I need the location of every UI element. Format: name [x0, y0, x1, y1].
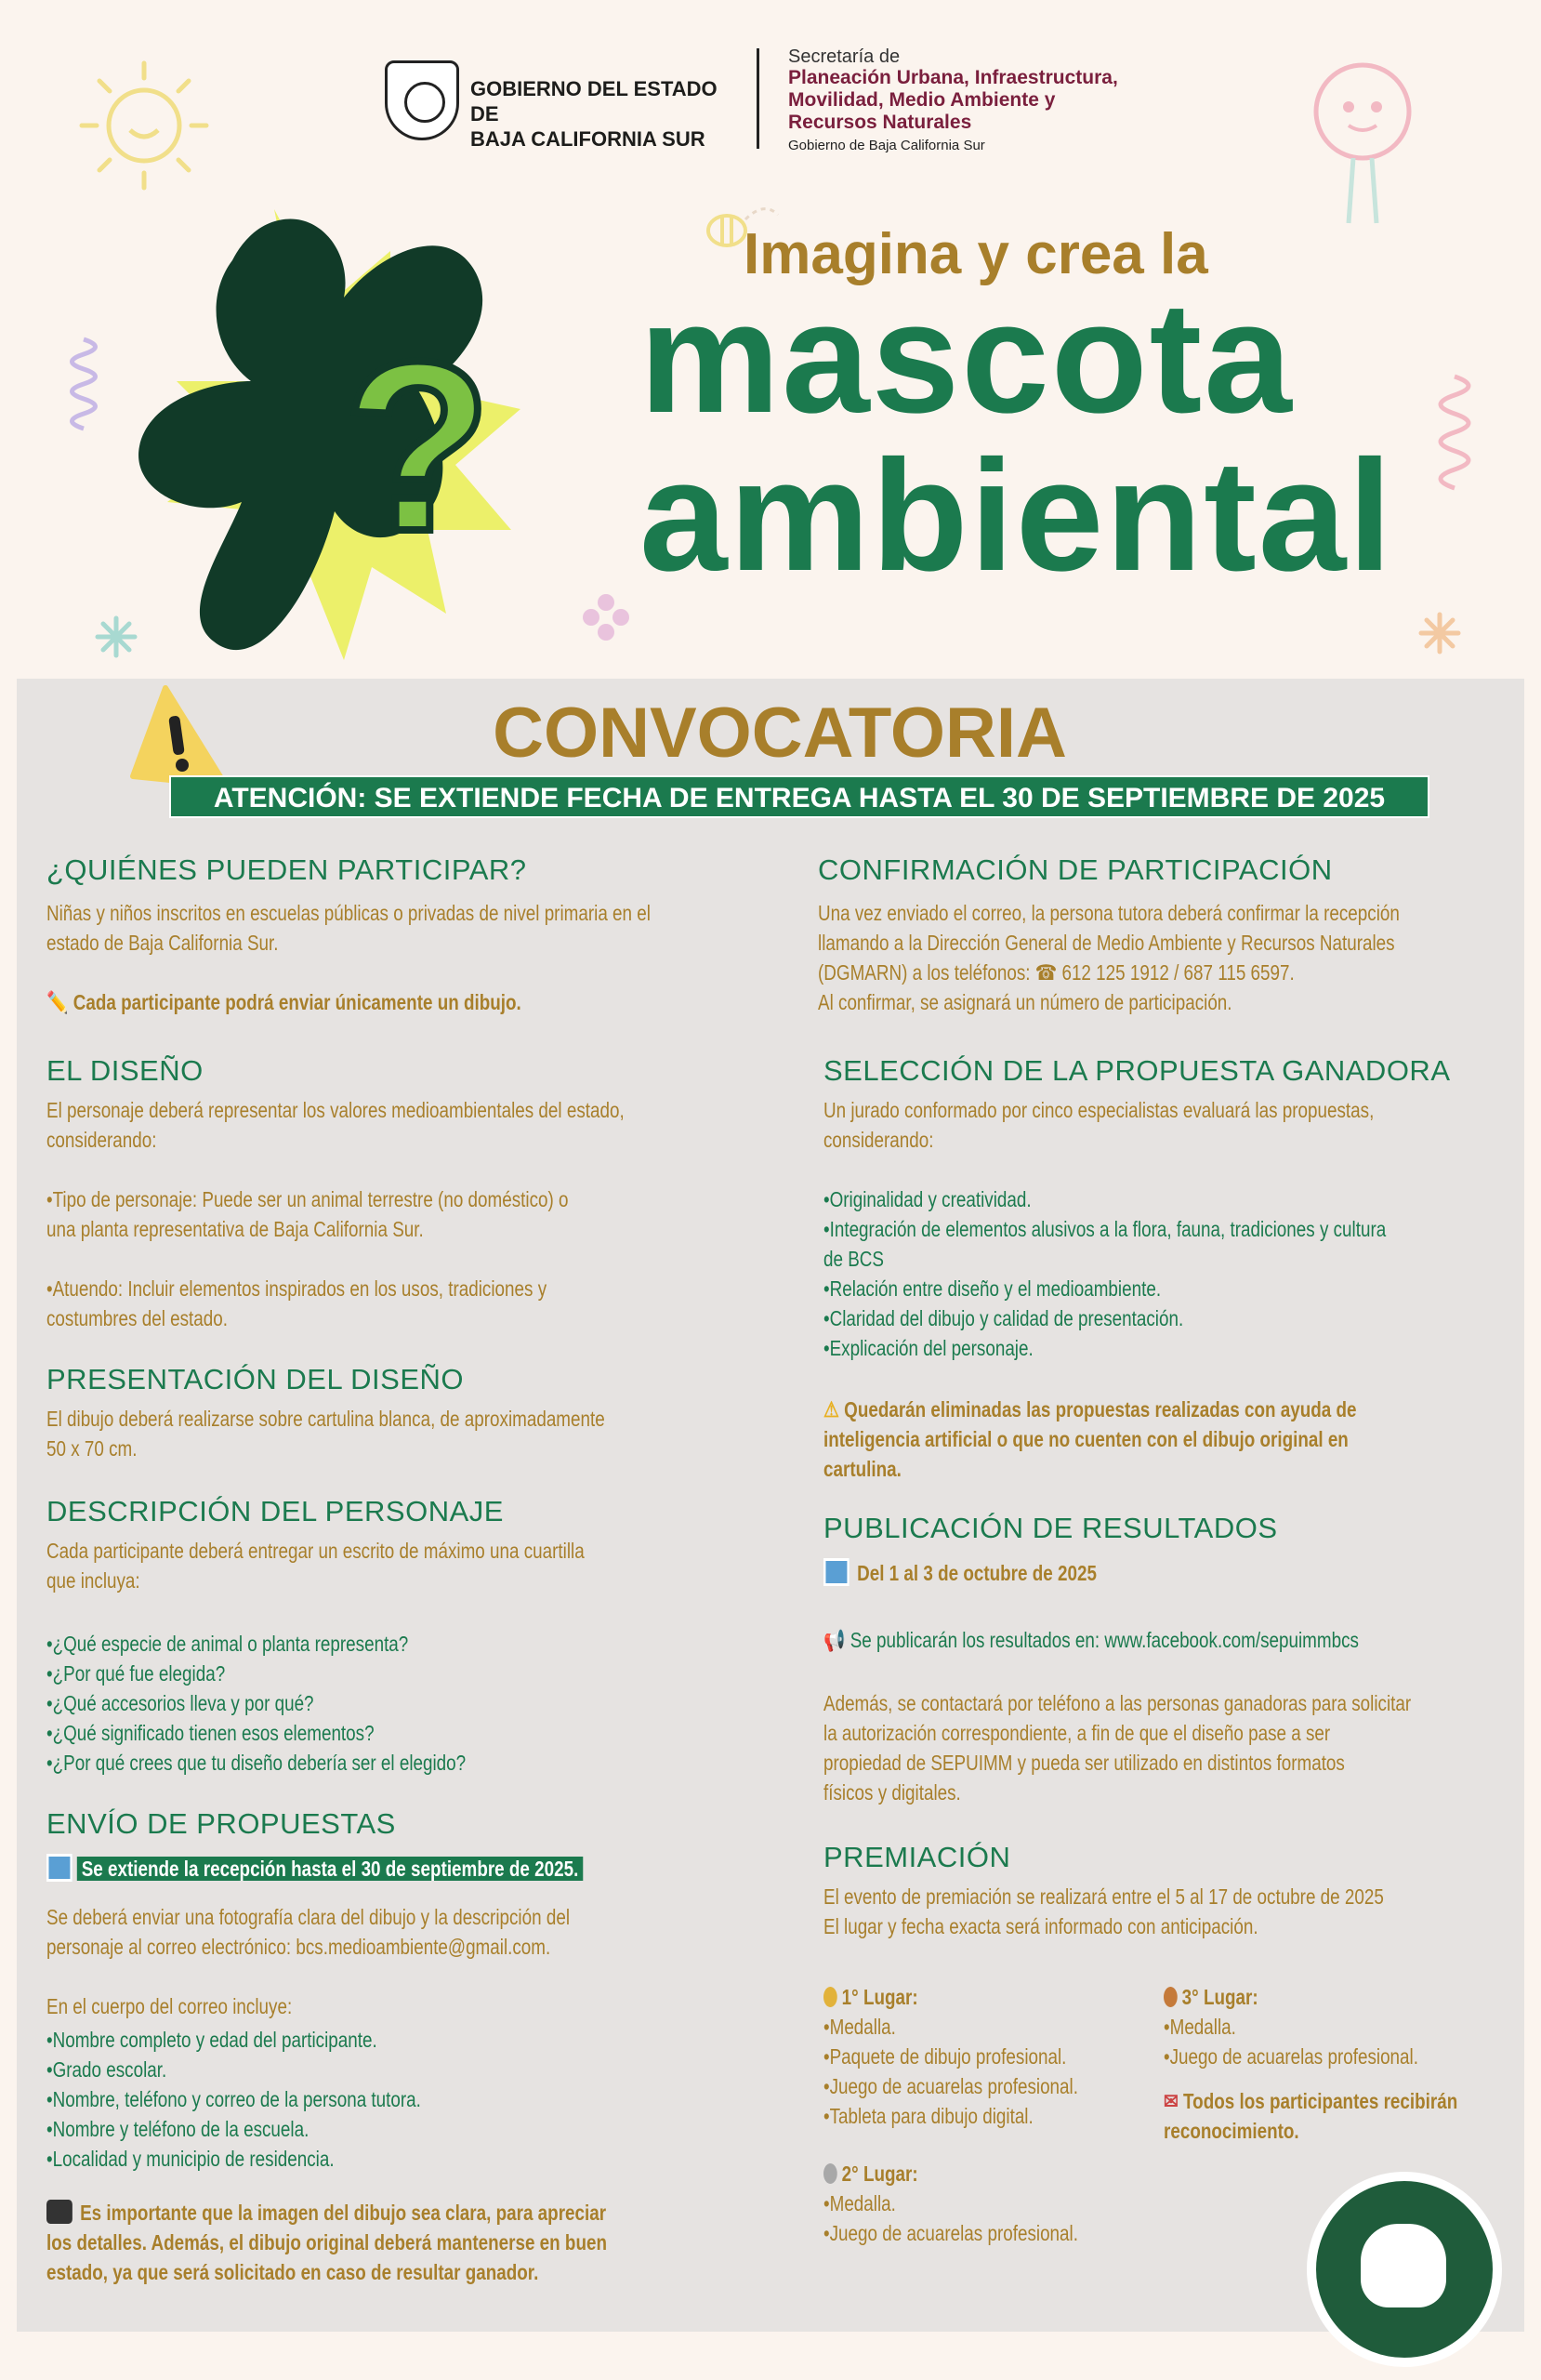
envio-item: •Nombre y teléfono de la escuela.	[46, 2117, 310, 2141]
extension-banner: ATENCIÓN: SE EXTIENDE FECHA DE ENTREGA HASTA EL 30 DE SEPTIEMBRE DE 2025	[169, 775, 1429, 818]
first-prize-item: •Medalla.	[823, 2015, 896, 2039]
descripcion-line1: Cada participante deberá entregar un escrito de máximo una cuartilla	[46, 1539, 585, 1563]
sec-line4: Gobierno de Baja California Sur	[788, 138, 985, 153]
descripcion-line2: que incluya:	[46, 1568, 140, 1593]
envio-highlight	[46, 1854, 583, 1884]
envio-item: •Nombre, teléfono y correo de la persona tutora.	[46, 2087, 421, 2111]
calendar-icon	[823, 1558, 850, 1586]
confirmacion-line3: (DGMARN) a los teléfonos: ☎ 612 125 1912 / 687 115 6597.	[818, 960, 1295, 985]
diseno-bullet2b: costumbres del estado.	[46, 1306, 228, 1330]
publicacion-fb-text: Se publicarán los resultados en: www.facebook.com/sepuimmbcs	[850, 1628, 1359, 1652]
envio-line3: En el cuerpo del correo incluye:	[46, 1994, 293, 2018]
quienes-note	[46, 987, 521, 1017]
third-place-title: 3° Lugar:	[1181, 1985, 1258, 2009]
flower-doodle-icon	[580, 591, 632, 643]
silver-medal-icon	[823, 2163, 837, 2184]
first-prize-item: •Paquete de dibujo profesional.	[823, 2044, 1067, 2069]
warning-small-icon: ⚠	[823, 1397, 845, 1421]
mascot-silhouette-illustration	[112, 195, 576, 679]
all-participants-line1: Todos los participantes recibirán	[1183, 2089, 1458, 2113]
sec-line2: Movilidad, Medio Ambiente y	[788, 89, 1056, 111]
publicacion-line3: propiedad de SEPUIMM y pueda ser utilizado en distintos formatos	[823, 1751, 1345, 1775]
presentacion-line2: 50 x 70 cm.	[46, 1436, 138, 1461]
question-item: •¿Por qué fue elegida?	[46, 1661, 226, 1686]
seleccion-item: •Relación entre diseño y el medioambiente.	[823, 1276, 1162, 1301]
tree-doodle-icon	[1297, 56, 1428, 232]
presentacion-text	[46, 1404, 605, 1463]
envio-item: •Grado escolar.	[46, 2057, 167, 2082]
second-prize-item: •Medalla.	[823, 2191, 896, 2215]
header-divider	[757, 48, 759, 149]
second-place-block	[823, 2159, 1078, 2248]
presentacion-line1: El dibujo deberá realizarse sobre cartulina blanca, de aproximadamente	[46, 1407, 605, 1431]
envio-highlight-text: Se extiende la recepción hasta el 30 de septiembre de 2025.	[77, 1857, 583, 1881]
quienes-line2: estado de Baja California Sur.	[46, 931, 279, 955]
diseno-text	[46, 1095, 625, 1333]
descripcion-questions	[46, 1629, 466, 1778]
envio-item: •Localidad y municipio de residencia.	[46, 2147, 335, 2171]
text-block	[46, 898, 651, 958]
seleccion-warn-line2: inteligencia artificial o que no cuenten con el dibujo original en	[823, 1427, 1349, 1451]
diseno-bullet2a: •Atuendo: Incluir elementos inspirados en los usos, tradiciones y	[46, 1276, 547, 1301]
quienes-note-text: Cada participante podrá enviar únicamente un dibujo.	[72, 990, 521, 1014]
sec-line3: Recursos Naturales	[788, 112, 972, 133]
seleccion-warn-line1: Quedarán eliminadas las propuestas realizadas con ayuda de	[844, 1397, 1357, 1421]
diseno-line2: considerando:	[46, 1128, 157, 1152]
seleccion-line2: considerando:	[823, 1128, 934, 1152]
seleccion-text	[823, 1095, 1374, 1155]
envio-text	[46, 1902, 570, 2021]
confirmacion-line1: Una vez enviado el correo, la persona tutora deberá confirmar la recepción	[818, 901, 1400, 925]
question-item: •¿Qué significado tienen esos elementos?	[46, 1721, 375, 1745]
diseno-bullet1b: una planta representativa de Baja California Sur.	[46, 1217, 424, 1241]
all-participants-note	[1164, 2086, 1457, 2146]
publicacion-line1: Además, se contactará por teléfono a las personas ganadoras para solicitar	[823, 1691, 1412, 1715]
publicacion-text	[823, 1688, 1411, 1807]
seleccion-warning	[823, 1395, 1357, 1484]
question-item: •¿Por qué crees que tu diseño debería ser el elegido?	[46, 1751, 467, 1775]
question-mark: ?	[344, 312, 492, 582]
header	[381, 46, 1199, 158]
secretariat-name	[788, 46, 1197, 158]
gov-line2: BAJA CALIFORNIA SUR	[470, 127, 705, 151]
hero-title-mascota: mascota	[639, 270, 1294, 446]
seleccion-item: •Explicación del personaje.	[823, 1336, 1034, 1360]
seleccion-warn-line3: cartulina.	[823, 1457, 902, 1481]
premiacion-line2: El lugar y fecha exacta será informado con anticipación.	[823, 1914, 1258, 1938]
shell-icon	[1361, 2224, 1446, 2307]
premiacion-text	[823, 1882, 1384, 1941]
first-place-title: 1° Lugar:	[841, 1985, 918, 2009]
envio-note-line3: estado, ya que será solicitado en caso de resultar ganador.	[46, 2260, 539, 2284]
heading-quienes: ¿QUIÉNES PUEDEN PARTICIPAR?	[46, 853, 527, 886]
first-prize-item: •Tableta para dibujo digital.	[823, 2104, 1034, 2128]
first-place-block	[823, 1982, 1078, 2131]
megaphone-icon: 📢	[823, 1628, 850, 1652]
envio-line2: personaje al correo electrónico: bcs.medioambiente@gmail.com.	[46, 1935, 551, 1959]
heading-envio: ENVÍO DE PROPUESTAS	[46, 1807, 396, 1840]
publicacion-line4: físicos y digitales.	[823, 1780, 961, 1805]
seleccion-item: de BCS	[823, 1247, 884, 1271]
third-prize-item: •Medalla.	[1164, 2015, 1236, 2039]
descripcion-text	[46, 1536, 585, 1595]
heading-premiacion: PREMIACIÓN	[823, 1841, 1011, 1873]
second-place-title: 2° Lugar:	[841, 2162, 918, 2186]
premiacion-line1: El evento de premiación se realizará entre el 5 al 17 de octubre de 2025	[823, 1884, 1384, 1909]
publicacion-date	[823, 1558, 1097, 1588]
question-item: •¿Qué accesorios lleva y por qué?	[46, 1691, 314, 1715]
seleccion-item: •Originalidad y creatividad.	[823, 1187, 1032, 1211]
calendar-icon	[46, 1854, 72, 1882]
seleccion-item: •Claridad del dibujo y calidad de presentación.	[823, 1306, 1184, 1330]
quienes-line1: Niñas y niños inscritos en escuelas públicas o privadas de nivel primaria en el	[46, 901, 651, 925]
gold-medal-icon	[823, 1987, 837, 2007]
third-place-block	[1164, 1982, 1418, 2071]
first-prize-item: •Juego de acuarelas profesional.	[823, 2074, 1078, 2098]
third-prize-item: •Juego de acuarelas profesional.	[1164, 2044, 1418, 2069]
hero-subtitle: Imagina y crea la	[744, 222, 1208, 286]
convocatoria-title: CONVOCATORIA	[493, 694, 1067, 773]
heading-descripcion: DESCRIPCIÓN DEL PERSONAJE	[46, 1495, 504, 1527]
seleccion-item: •Integración de elementos alusivos a la flora, fauna, tradiciones y cultura	[823, 1217, 1387, 1241]
seleccion-items	[823, 1184, 1386, 1363]
envio-line1: Se deberá enviar una fotografía clara del dibujo y la descripción del	[46, 1905, 571, 1929]
sun-doodle-icon	[74, 56, 214, 195]
camera-icon	[46, 2200, 72, 2224]
sec-line0: Secretaría de	[788, 46, 901, 67]
pencil-icon: ✏️	[46, 990, 73, 1014]
publicacion-date-text: Del 1 al 3 de octubre de 2025	[857, 1561, 1097, 1585]
diseno-bullet1a: •Tipo de personaje: Puede ser un animal terrestre (no doméstico) o	[46, 1187, 569, 1211]
all-participants-line2: reconocimiento.	[1164, 2119, 1299, 2143]
state-seal-logo	[385, 60, 459, 140]
confirmacion-line4: Al confirmar, se asignará un número de participación.	[818, 990, 1232, 1014]
sec-line1: Planeación Urbana, Infraestructura,	[788, 67, 1118, 88]
publicacion-line2: la autorización correspondiente, a fin de que el diseño pase a ser	[823, 1721, 1331, 1745]
envio-item: •Nombre completo y edad del participante.	[46, 2028, 377, 2052]
spring-doodle-icon	[56, 335, 112, 437]
question-item: •¿Qué especie de animal o planta representa?	[46, 1632, 409, 1656]
heading-seleccion: SELECCIÓN DE LA PROPUESTA GANADORA	[823, 1054, 1451, 1087]
envio-note	[46, 2198, 607, 2287]
second-prize-item: •Juego de acuarelas profesional.	[823, 2221, 1078, 2245]
diseno-line1: El personaje deberá representar los valores medioambientales del estado,	[46, 1098, 625, 1122]
envio-note-line2: los detalles. Además, el dibujo original deberá mantenerse en buen	[46, 2230, 607, 2254]
spring-doodle-pink-icon	[1422, 372, 1487, 502]
gov-line1: GOBIERNO DEL ESTADO DE	[470, 77, 718, 126]
heading-diseno: EL DISEÑO	[46, 1054, 204, 1087]
bronze-medal-icon	[1164, 1987, 1178, 2007]
diploma-icon: ✉	[1164, 2089, 1184, 2113]
publicacion-fb	[823, 1625, 1359, 1655]
heading-confirmacion: CONFIRMACIÓN DE PARTICIPACIÓN	[818, 853, 1333, 886]
seleccion-line1: Un jurado conformado por cinco especialistas evaluará las propuestas,	[823, 1098, 1375, 1122]
confirmacion-line2: llamando a la Dirección General de Medio Ambiente y Recursos Naturales	[818, 931, 1395, 955]
shell-logo-badge	[1307, 2172, 1502, 2367]
envio-items	[46, 2025, 421, 2174]
envio-note-line1: Es importante que la imagen del dibujo sea clara, para apreciar	[80, 2201, 607, 2225]
hero-title-ambiental: ambiental	[639, 428, 1394, 604]
heading-publicacion: PUBLICACIÓN DE RESULTADOS	[823, 1512, 1278, 1544]
heading-presentacion: PRESENTACIÓN DEL DISEÑO	[46, 1363, 465, 1395]
sparkle-orange-icon	[1416, 610, 1463, 656]
government-name	[470, 76, 749, 152]
confirmacion-text	[818, 898, 1400, 1017]
